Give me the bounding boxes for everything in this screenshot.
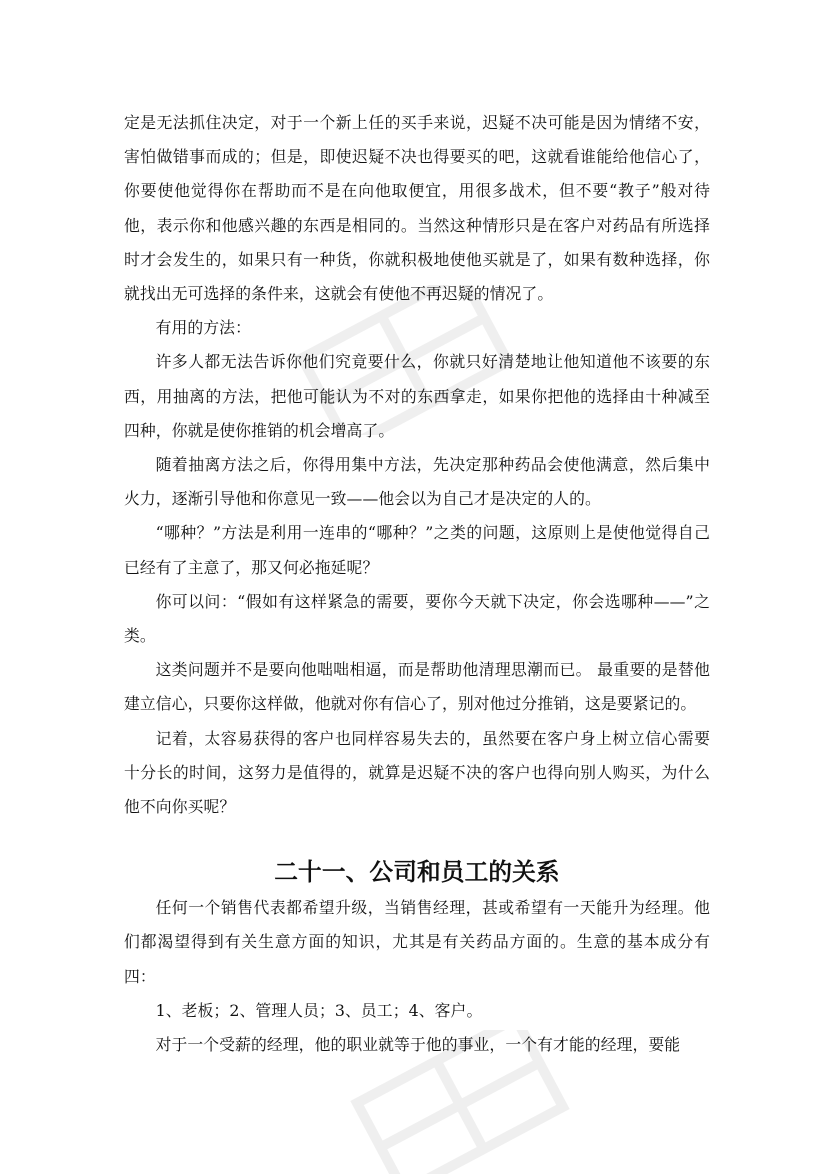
paragraph: 有用的方法： — [155, 318, 251, 338]
paragraph: 定是无法抓住决定，对于一个新上任的买手来说，迟疑不决可能是因为情绪不安，害怕做错事而成的；但是，即使迟疑不决也得要买的吧，这就看谁能给他信心了，你要使他觉得你在帮助而不是在向他取便宜，用很多战术，但不要“教子”般对待他，表示你和他感兴趣的东西是相同的。当然这种情形只是在客户对药品有所选择时才会发生的，如果只有一种货，你就积极地使他买就是了，如果有数种选择，你就找出无可选择的条件来，这就会有使他不再迟疑的情况了。 — [124, 113, 710, 304]
paragraph: 对于一个受薪的经理，他的职业就等于他的事业，一个有才能的经理，要能 — [155, 1035, 681, 1055]
paragraph: 你可以问：“假如有这样紧急的需要，要你今天就下决定，你会选哪种——”之类。 — [124, 591, 710, 646]
paragraph: 记着，太容易获得的客户也同样容易失去的，虽然要在客户身上树立信心需要十分长的时间，这努力是值得的，就算是迟疑不决的客户也得向别人购买，为什么他不向你买呢？ — [124, 728, 710, 817]
paragraph: “哪种？”方法是利用一连串的“哪种？”之类的问题，这原则上是使他觉得自己已经有了主意了，那又何必拖延呢？ — [124, 523, 710, 577]
section-title: 二十一、公司和员工的关系 — [274, 858, 560, 887]
document-body — [124, 106, 710, 1062]
paragraph: 这类问题并不是要向他咄咄相逼，而是帮助他清理思潮而已。 最重要的是替他建立信心，只要你这样做，他就对你有信心了，别对他过分推销，这是要紧记的。 — [124, 660, 710, 714]
paragraph: 1、老板；2、管理人员；3、员工；4、客户。 — [155, 1000, 483, 1020]
paragraph: 许多人都无法告诉你他们究竟要什么，你就只好清楚地让他知道他不该要的东西，用抽离的方法，把他可能认为不对的东西拿走，如果你把他的选择由十种减至四种，你就是使你推销的机会增高了。 — [124, 352, 710, 440]
paragraph: 随着抽离方法之后，你得用集中方法，先决定那种药品会使他满意，然后集中火力，逐渐引导他和你意见一致——他会以为自己才是决定的人的。 — [124, 455, 710, 509]
paragraph: 任何一个销售代表都希望升级，当销售经理，甚或希望有一天能升为经理。他们都渴望得到有关生意方面的知识，尤其是有关药品方面的。生意的基本成分有四： — [124, 898, 710, 986]
